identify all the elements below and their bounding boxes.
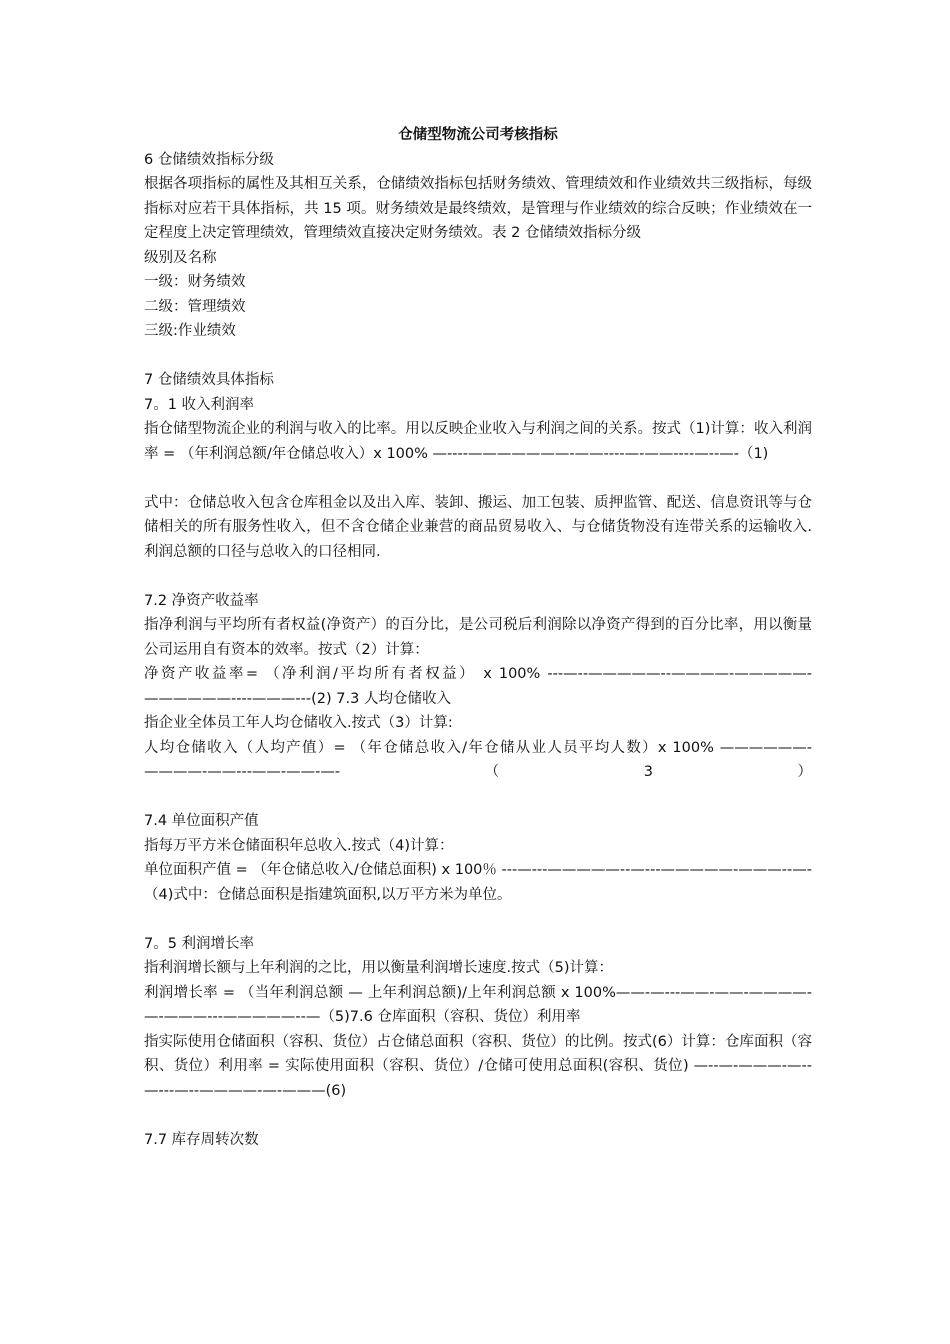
blank-line [144, 466, 812, 491]
indicator-7-4-formula: 单位面积产值 = （年仓储总收入/仓储总面积) x 100％ ---—---—————--—---—————-———--—-（4)式中：仓储总面积是指建筑面积,以万平方米为单位。 [144, 862, 812, 903]
indicator-7-4-heading: 7.4 单位面积产值 [144, 813, 259, 829]
indicator-7-6-body: 指实际使用仓储面积（容积、货位）占仓储总面积（容积、货位）的比例。按式(6）计算：仓库面积（容积、货位）利用率 = 实际使用面积（容积、货位）/仓储可使用总面积(容积、货位) —--—-———-—--—---—--————-—-———(6) [144, 1033, 812, 1099]
indicator-7-5-heading: 7。5 利润增长率 [144, 935, 255, 952]
indicator-7-3-formula: 人均仓储收入（人均产值）= （年仓储总收入/年仓储从业人员平均人数）x 100% ——————-————-——---——-——-—-（3） [144, 739, 812, 780]
indicator-7-5-body: 指利润增长额与上年利润的之比，用以衡量利润增长速度.按式（5)计算： [144, 960, 613, 976]
level-item-2: 二级：管理绩效 [144, 298, 246, 315]
section-6-heading: 6 仓储绩效指标分级 [144, 151, 274, 168]
level-item-3: 三级:作业绩效 [144, 323, 236, 339]
indicator-7-2-formula: 净资产收益率= （净利润/平均所有者权益） x 100% ---—--—————--————-—————-——————----———---(2) 7.3 人均仓储收入 [144, 666, 812, 707]
indicator-7-1-body: 指仓储型物流企业的利润与收入的比率。用以反映企业收入与利润之间的关系。按式（1)计算：收入利润率 = （年利润总额/年仓储总收入）x 100% —----———————-——----—-——----—--—-（1) [144, 421, 812, 462]
blank-line [144, 344, 812, 369]
indicator-7-5-formula: 利润增长率 = （当年利润总额 — 上年利润总额)/上年利润总额 x 100%——-—---——-——-————-—-———---—————--—（5)7.6 仓库面积（容积、货位）利用率 [144, 984, 812, 1025]
blank-line [144, 1103, 812, 1128]
level-table-title: 级别及名称 [144, 249, 217, 266]
section-7-heading: 7 仓储绩效具体指标 [144, 372, 274, 388]
indicator-7-2-heading: 7.2 净资产收益率 [144, 592, 259, 609]
blank-line [144, 907, 812, 932]
level-item-1: 一级：财务绩效 [144, 274, 246, 290]
blank-line [144, 564, 812, 589]
document-content [144, 123, 812, 1152]
indicator-7-4-body: 指每万平方米仓储面积年总收入.按式（4)计算： [144, 837, 454, 854]
document-title: 仓储型物流公司考核指标 [398, 127, 558, 143]
indicator-7-1-heading: 7。1 收入利润率 [144, 396, 255, 413]
section-6-body: 根据各项指标的属性及其相互关系，仓储绩效指标包括财务绩效、管理绩效和作业绩效共三级指标，每级指标对应若干具体指标，共 15 项。财务绩效是最终绩效，是管理与作业绩效的综合反映；作业绩效在一定程度上决定管理绩效，管理绩效直接决定财务绩效。表 2 仓储绩效指标分级 [144, 176, 812, 241]
indicator-7-7-heading: 7.7 库存周转次数 [144, 1131, 259, 1148]
indicator-7-3-body: 指企业全体员工年人均仓储收入.按式（3）计算: [144, 715, 453, 731]
indicator-7-2-body: 指净利润与平均所有者权益(净资产）的百分比，是公司税后利润除以净资产得到的百分比率，用以衡量公司运用自有资本的效率。按式（2）计算： [144, 617, 812, 658]
indicator-7-1-note: 式中：仓储总收入包含仓库租金以及出入库、装卸、搬运、加工包装、质押监管、配送、信息资讯等与仓储相关的所有服务性收入，但不含仓储企业兼营的商品贸易收入、与仓储货物没有连带关系的运输收入.利润总额的口径与总收入的口径相同. [144, 494, 812, 560]
blank-line [144, 785, 812, 810]
